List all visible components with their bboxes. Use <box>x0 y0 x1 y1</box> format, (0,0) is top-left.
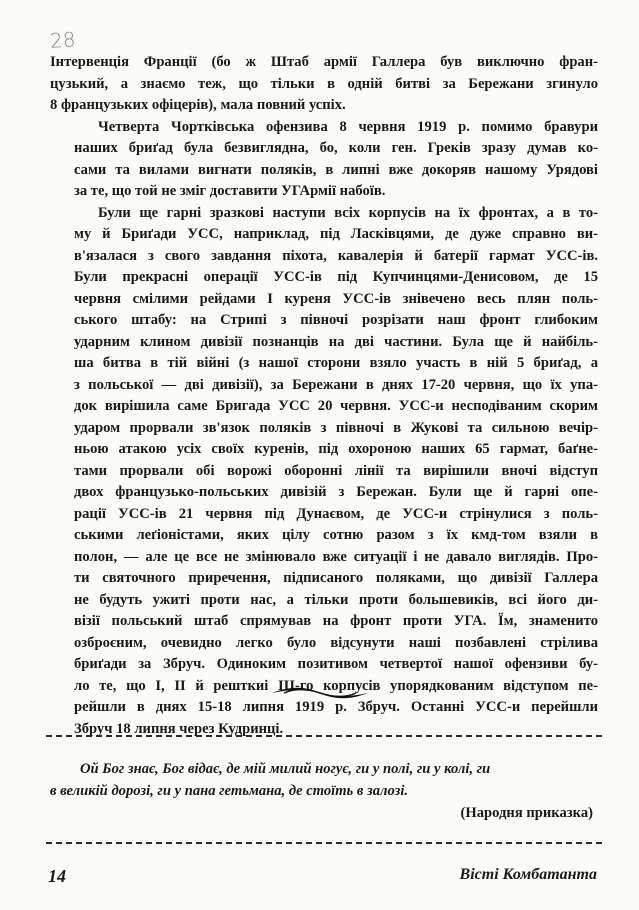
divider-dashed-top <box>46 735 602 737</box>
text-line: візії польський штаб спрямував на фронт проти УГА. Їм, знаменито <box>74 613 598 629</box>
text-line: Четверта Чортківська офензива 8 червня 1919 р. помимо бравури <box>98 118 598 135</box>
text-line: ського штабу: на Стрипі з півночі розрізати наш фронт глибоким <box>74 312 598 328</box>
text-line: червня смілими рейдами I куреня УСС-ів знівечено весь плян поль- <box>74 290 598 307</box>
text-line: ударом прорвали зв'язок поляків з півночі в Жукові та сильною вечір- <box>74 419 598 436</box>
text-line: док вирішила саме Бригада УСС 20 червня. УСС-и несподіваним скорим <box>74 398 598 414</box>
text-line: в'язалася з свого завдання піхота, кавалерія й батерії гармат УСС-ів. <box>74 247 598 264</box>
proverb-line: в великій дорозі, ги у пана гетьмана, де стоїть в залозі. <box>50 783 409 799</box>
page-number: 14 <box>48 866 66 886</box>
text-line: наших бриґад була безвиглядна, бо, коли ген. Греків зразу думав ко- <box>74 140 598 156</box>
handwritten-page-note: 28 <box>49 27 77 53</box>
divider-dashed-bottom <box>46 842 602 844</box>
text-line: сами та вилами вигнати поляків, в липні вже докоряв нашому Урядові <box>74 161 598 178</box>
text-line: ло те, що I, II й решткиі III-го корпусів упорядкованим відступом пе- <box>74 677 598 694</box>
text-line: за те, що той не зміг доставити УГАрмії набоїв. <box>74 183 386 199</box>
paragraph <box>50 117 598 203</box>
text-line: 8 французьких офіцерів), мала повний успіх. <box>50 97 346 113</box>
text-line: ша битва в тій війні (з нашої сторони взяло участь в ній 5 бриґад, а <box>74 355 598 371</box>
proverb-line: Ой Бог знає, Бог відає, де мій милий ногує, ги у полі, ги у колі, ги <box>80 761 491 777</box>
text-line: ти святочного приречення, підписаного поляками, що дивізії Галлера <box>74 570 598 586</box>
text-line: Інтервенція Франції (бо ж Штаб армії Галлера був виключно фран- <box>50 54 598 70</box>
article-body <box>50 52 598 740</box>
text-line: рейшли в днях 15-18 липня 1919 р. Збруч. Останні УСС-и перейшли <box>74 699 598 715</box>
journal-title: Вісті Комбатанта <box>459 866 597 883</box>
text-line: бриґади за Збруч. Одиноким позитивом четвертої нашої офензиви бу- <box>74 656 598 672</box>
paragraph <box>50 52 598 117</box>
text-line: рації УСС-ів 21 червня під Дунаєвом, де УСС-и стрінулися з поль- <box>74 505 598 522</box>
text-line: му й Бриґади УСС, наприклад, під Ласківцями, де дуже справно ви- <box>74 226 598 242</box>
text-line: озброєним, очевидно легко було відсунути наші позбавлені стрілива <box>74 634 598 651</box>
text-line: Збруч 18 липня через Кудринці. <box>74 720 284 737</box>
text-line: ньою атакою усіх своїх куренів, під охороною наших 65 гармат, баґне- <box>74 441 598 457</box>
text-line: полон, — але це все не змінювало вже ситуації і не давало виглядів. Про- <box>74 548 598 565</box>
text-line: не будуть ужиті проти нас, а тільки проти большевиків, всі його ди- <box>74 591 598 608</box>
text-line: цузький, а знаємо теж, що тільки в одній битві за Бережани згинуло <box>50 75 598 92</box>
proverb <box>50 758 598 802</box>
text-line: ударним клином дивізії познанців на дві частини. Була ще й найбіль- <box>74 333 598 350</box>
text-line: Були ще гарні зразкові наступи всіх корпусів на їх фронтах, а в то- <box>98 204 598 221</box>
text-line: Були прекрасні операції УСС-ів під Купчинцями-Денисовом, де 15 <box>74 269 598 285</box>
proverb-attribution: (Народня приказка) <box>460 805 593 821</box>
ornament-divider-icon <box>270 684 370 702</box>
text-line: двох французько-польських дивізій з Бережан. Були ще й гарні опе- <box>74 484 598 500</box>
text-line: ськими леґіоністами, яких цілу сотню разом з їх кмд-том взяли в <box>74 527 598 543</box>
text-line: тами прорвали обі ворожі оборонні лінії та вирішили вночі відступ <box>74 462 598 479</box>
text-line: з польської — дві дивізії), за Бережани в днях 17-20 червня, що їх упа- <box>74 376 598 393</box>
paragraph <box>50 203 598 741</box>
